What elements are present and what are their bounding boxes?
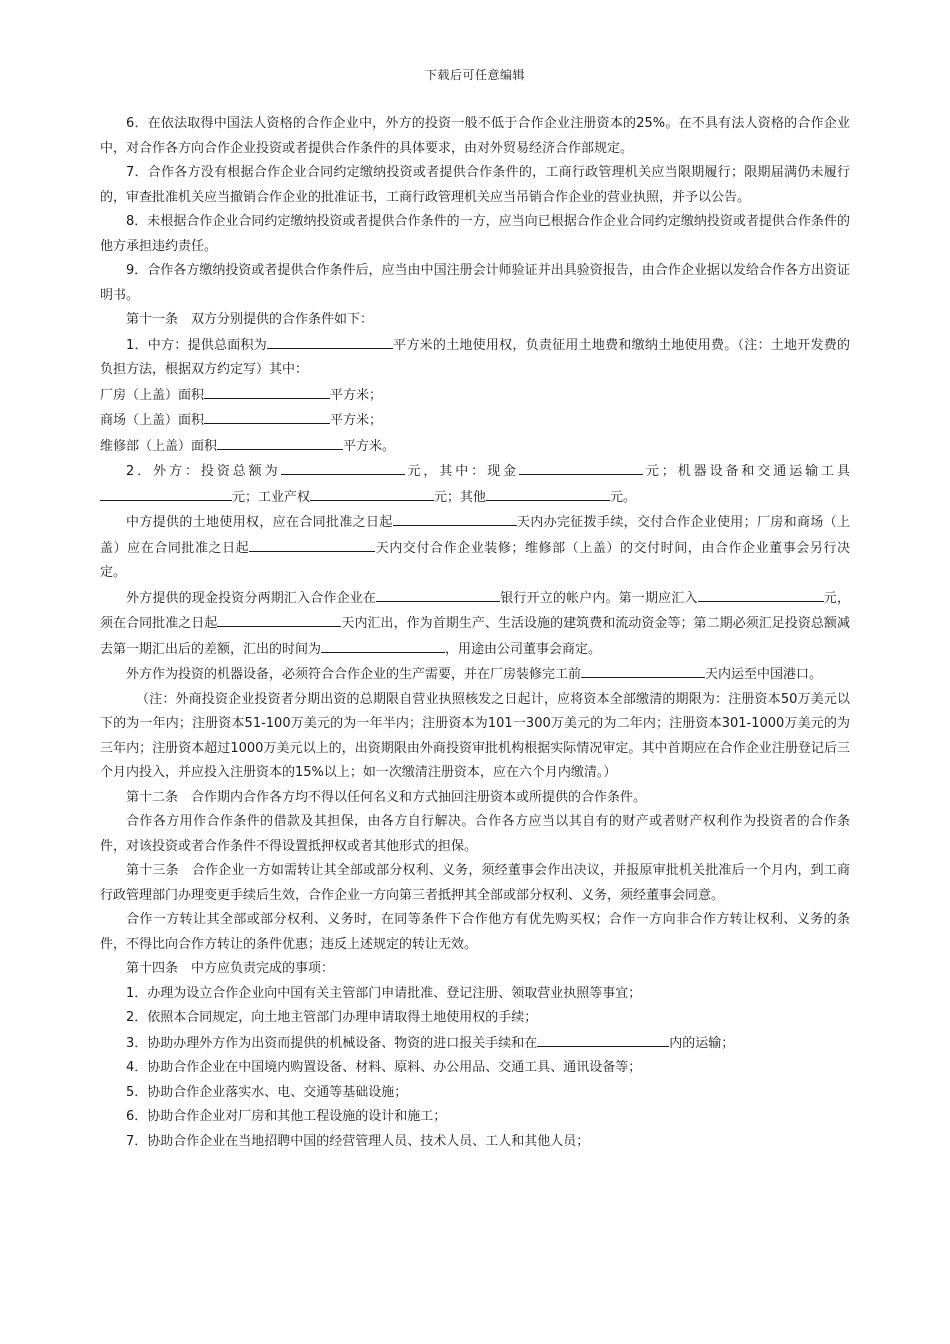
article-11-item-1: 1．中方：提供总面积为 平方米的土地使用权，负责征用土地费和缴纳土地使用费。（注：土地开发费的负担方法，根据双方约定写）其中： (100, 333, 850, 383)
blank-field[interactable] (698, 586, 824, 602)
article-12-para-2: 合作各方用作合作条件的借款及其担保，由各方自行解决。合作各方应当以其自有的财产或者财产权利作为投资者的合作条件，对该投资或者合作条件不得设置抵押权或者其他形式的担保。 (100, 814, 850, 854)
page-header: 下载后可任意编辑 (424, 68, 525, 82)
machinery-paragraph: 外方作为投资的机器设备，必须符合合作企业的生产需要，并在厂房装修完工前 天内运至中国港口。 (100, 662, 850, 688)
article-14-item-1: 1．办理为设立合作企业向中国有关主管部门申请批准、登记注册、领取营业执照等事宜； (126, 985, 642, 1001)
article-14-item-5: 5．协助合作企业落实水、电、交通等基础设施； (126, 1084, 408, 1100)
blank-field[interactable] (204, 383, 330, 399)
blank-field[interactable] (267, 333, 393, 349)
article-13: 第十三条 合作企业一方如需转让其全部或部分权利、义务，须经董事会作出决议，并报原审批机关批准后一个月内，到工商行政管理部门办理变更手续后生效，合作企业一方向第三者抵押其全部或部分权利、义务，须经董事会同意。 (100, 863, 850, 903)
article-13-para-2: 合作一方转让其全部或部分权利、义务时，在同等条件下合作他方有优先购买权；合作一方向非合作方转让权利、义务的条件，不得比向合作方转让的条件优惠；违反上述规定的转让无效。 (100, 912, 850, 952)
blank-field[interactable] (376, 586, 500, 602)
article-11-heading: 第十一条 双方分别提供的合作条件如下： (126, 312, 374, 327)
article-14-item-7: 7．协助合作企业在当地招聘中国的经营管理人员、技术人员、工人和其他人员； (126, 1133, 590, 1149)
blank-field[interactable] (217, 611, 341, 627)
factory-area-line: 厂房（上盖）面积 平方米； (100, 383, 850, 409)
article-14-item-6: 6．协助合作企业对厂房和其他工程设施的设计和施工； (126, 1109, 447, 1124)
blank-field[interactable] (217, 434, 343, 450)
clause-8: 8．未根据合作企业合同约定缴纳投资或者提供合作条件的一方，应当向已根据合作企业合同约定缴纳投资或者提供合作条件的他方承担违约责任。 (100, 214, 850, 254)
cash-investment-paragraph: 外方提供的现金投资分两期汇入合作企业在 银行开立的帐户内。第一期应汇入 元，须在合同批准之日起 天内汇出，作为首期生产、生活设施的建筑费和流动资金等；第二期必须汇足投资总额减去第一期汇出后的差额，汇出的时间为 ，用途由公司董事会商定。 (100, 586, 850, 663)
article-14-item-4: 4．协助合作企业在中国境内购置设备、材料、原料、办公用品、交通工具、通讯设备等； (126, 1060, 642, 1075)
blank-field[interactable] (249, 536, 375, 552)
article-14-heading: 第十四条 中方应负责完成的事项： (126, 961, 335, 976)
article-12: 第十二条 合作期内合作各方均不得以任何名义和方式抽回注册资本或所提供的合作条件。 (126, 789, 647, 805)
blank-field[interactable] (100, 485, 232, 501)
blank-field[interactable] (321, 637, 445, 653)
blank-field[interactable] (310, 485, 434, 501)
blank-field[interactable] (486, 485, 610, 501)
article-11-item-2: 2．外方：投资总额为 元，其中：现金 元；机器设备和交通运输工具元；工业产权 元；其他 元。 (100, 459, 850, 510)
article-14-item-3: 3．协助办理外方作为出资而提供的机械设备、物资的进口报关手续和在 内的运输； (100, 1031, 850, 1057)
clause-7: 7．合作各方没有根据合作企业合同约定缴纳投资或者提供合作条件的，工商行政管理机关应当限期履行；限期届满仍未履行的，审查批准机关应当撤销合作企业的批准证书，工商行政管理机关应当吊销合作企业的营业执照，并予以公告。 (100, 165, 850, 205)
clause-6: 6．在依法取得中国法人资格的合作企业中，外方的投资一般不低于合作企业注册资本的25%。在不具有法人资格的合作企业中，对合作各方向合作企业投资或者提供合作条件的具体要求，由对外贸易经济合作部规定。 (100, 116, 850, 156)
blank-field[interactable] (393, 510, 517, 526)
blank-field[interactable] (537, 1031, 669, 1047)
repair-area-line: 维修部（上盖）面积 平方米。 (100, 434, 850, 460)
clause-9: 9．合作各方缴纳投资或者提供合作条件后，应当由中国注册会计师验证并出具验资报告，由合作企业据以发给合作各方出资证明书。 (100, 263, 850, 303)
mall-area-line: 商场（上盖）面积 平方米； (100, 408, 850, 434)
blank-field[interactable] (281, 459, 405, 475)
blank-field[interactable] (581, 662, 705, 678)
blank-field[interactable] (519, 459, 643, 475)
blank-field[interactable] (204, 408, 330, 424)
article-14-item-2: 2．依照本合同规定，向土地主管部门办理申请取得土地使用权的手续； (126, 1010, 538, 1025)
land-use-paragraph: 中方提供的土地使用权，应在合同批准之日起 天内办完征拨手续，交付合作企业使用；厂房和商场（上盖）应在合同批准之日起 天内交付合作企业装修；维修部（上盖）的交付时间，由合作企业董事会另行决定。 (100, 510, 850, 586)
capital-note: （注：外商投资企业投资者分期出资的总期限自营业执照核发之日起计，应将资本全部缴清的期限为：注册资本50万美元以下的为一年内；注册资本51-100万美元的为一年半内；注册资本为101一300万美元的为二年内；注册资本301-1000万美元的为三年内；注册资本超过1000万美元以上的，出资期限由外商投资审批机构根据实际情况审定。其中首期应在合作企业注册登记后三个月内投入，并应投入注册资本的15%以上；如一次缴清注册资本，应在六个月内缴清。） (100, 691, 850, 780)
document-body (100, 112, 850, 1154)
